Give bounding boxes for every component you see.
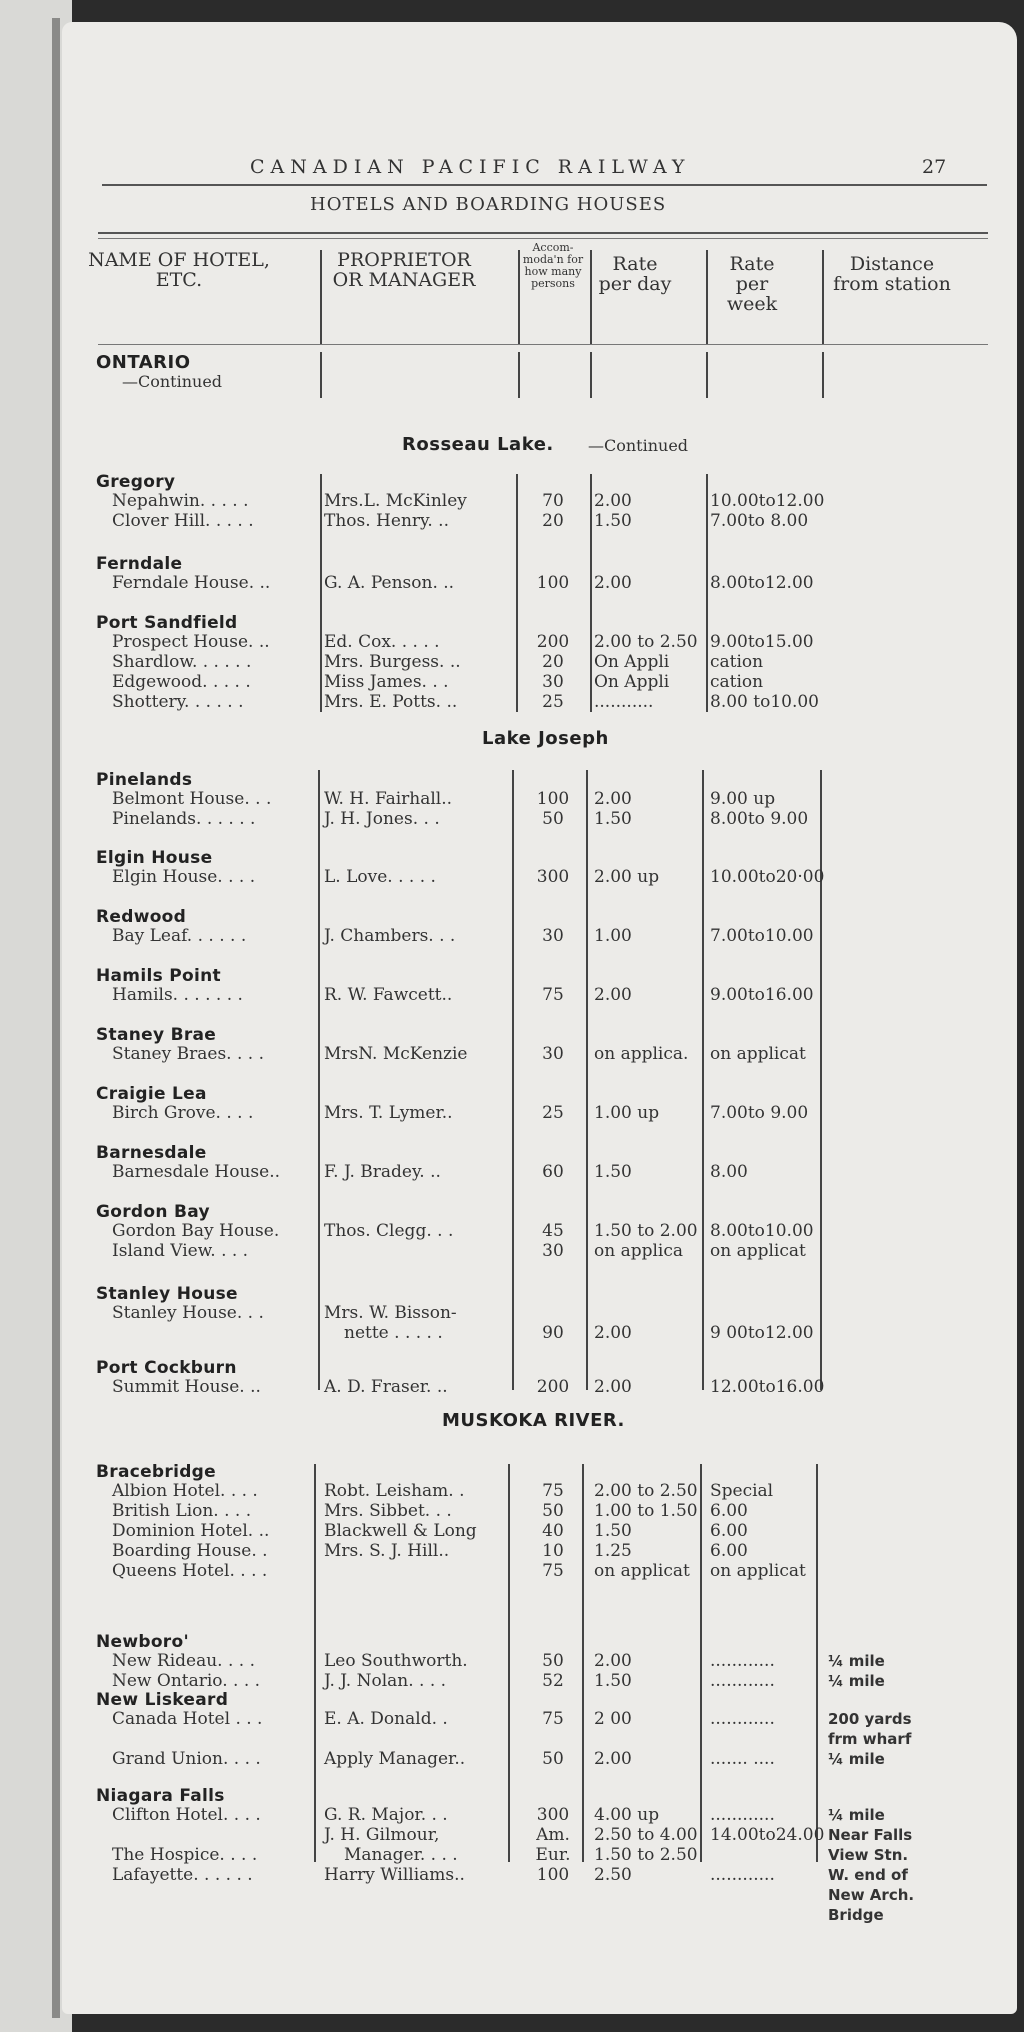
hotel-name: Shardlow. . . . . . <box>112 652 252 672</box>
rate-per-week: ............ <box>710 1865 775 1885</box>
accommodation: 50 <box>542 809 564 829</box>
town-heading: Gregory <box>96 472 176 492</box>
accommodation: 75 <box>542 1561 564 1581</box>
accommodation: Eur. <box>535 1845 571 1865</box>
hotel-name: Albion Hotel. . . . <box>112 1481 258 1501</box>
hotel-name: Elgin House. . . . <box>112 867 256 887</box>
hotel-name: Nepahwin. . . . . <box>112 491 249 511</box>
hotel-name: Ferndale House. .. <box>112 573 271 593</box>
rate-per-week: 6.00 <box>710 1521 748 1541</box>
rate-per-week: on applicat <box>710 1241 806 1261</box>
running-header: CANADIAN PACIFIC RAILWAY <box>250 156 691 178</box>
hotel-name: Gordon Bay House. <box>112 1221 280 1241</box>
accommodation: 50 <box>542 1501 564 1521</box>
rate-per-day: 4.00 up <box>594 1805 660 1825</box>
proprietor: Robt. Leisham. . <box>324 1481 465 1501</box>
rate-per-week: 9.00to16.00 <box>710 985 814 1005</box>
hotel-name: Bay Leaf. . . . . . <box>112 926 247 946</box>
town-heading: Gordon Bay <box>96 1202 210 1222</box>
header-rule <box>102 184 987 186</box>
town-heading: Niagara Falls <box>96 1786 225 1806</box>
rate-per-day: on applicat <box>594 1561 690 1581</box>
hotel-name: Boarding House. . <box>112 1541 268 1561</box>
rate-per-day: 2.00 up <box>594 867 660 887</box>
proprietor: Blackwell & Long <box>324 1521 477 1541</box>
accommodation: 200 <box>536 1377 570 1397</box>
hotel-name: New Ontario. . . . <box>112 1671 261 1691</box>
accommodation: 100 <box>536 1865 570 1885</box>
rate-per-week: 8.00to10.00 <box>710 1221 814 1241</box>
distance: ¼ mile <box>828 1652 885 1670</box>
rate-per-day: 2.00 <box>594 1377 632 1397</box>
town-heading: Bracebridge <box>96 1462 216 1482</box>
accommodation: 200 <box>536 632 570 652</box>
column-rule <box>590 250 592 344</box>
hotel-name: British Lion. . . . <box>112 1501 252 1521</box>
section-heading: Rosseau Lake. <box>402 434 554 455</box>
rate-per-day: On Appli <box>594 652 670 672</box>
section-subtitle: HOTELS AND BOARDING HOUSES <box>310 194 667 215</box>
rate-per-day: ........... <box>594 692 654 712</box>
accommodation: 50 <box>542 1651 564 1671</box>
province-continued: —Continued <box>122 372 223 391</box>
col-head-name: NAME OF HOTEL, ETC. <box>88 249 270 291</box>
page-number: 27 <box>922 156 947 178</box>
proprietor: E. A. Donald. . <box>324 1709 448 1729</box>
column-rule <box>320 250 322 344</box>
accommodation: 90 <box>542 1323 564 1343</box>
rate-per-day: 2 00 <box>594 1709 632 1729</box>
column-rule <box>822 352 824 398</box>
hotel-name: Stanley House. . . <box>112 1303 264 1323</box>
rate-per-day: 1.00 <box>594 926 632 946</box>
rate-per-day: 1.50 <box>594 1162 632 1182</box>
rate-per-week: 6.00 <box>710 1541 748 1561</box>
proprietor: Mrs.L. McKinley <box>324 491 467 511</box>
accommodation: 25 <box>542 1103 564 1123</box>
hotel-name: Hamils. . . . . . . <box>112 985 243 1005</box>
hotel-name: Clover Hill. . . . . <box>112 511 254 531</box>
table-top-rule <box>98 232 988 234</box>
proprietor: Leo Southworth. <box>324 1651 468 1671</box>
accommodation: Am. <box>536 1825 570 1845</box>
town-heading: Barnesdale <box>96 1143 207 1163</box>
rate-per-day: 2.00 <box>594 573 632 593</box>
accommodation: 50 <box>542 1749 564 1769</box>
column-rule <box>702 770 704 1390</box>
province-heading: ONTARIO <box>96 352 191 373</box>
hotel-name: Island View. . . . <box>112 1241 249 1261</box>
accommodation: 20 <box>542 652 564 672</box>
rate-per-day: 2.00 <box>594 1323 632 1343</box>
accommodation: 75 <box>542 985 564 1005</box>
col-head-rate-week: Rate per week <box>726 253 778 315</box>
distance: ¼ mile <box>828 1672 885 1690</box>
column-rule <box>512 770 514 1390</box>
proprietor: W. H. Fairhall.. <box>324 789 453 809</box>
proprietor: J. H. Gilmour, <box>324 1825 440 1845</box>
hotel-name: Birch Grove. . . . <box>112 1103 254 1123</box>
town-heading: Elgin House <box>96 848 213 868</box>
hotel-name: Clifton Hotel. . . . <box>112 1805 261 1825</box>
rate-per-day: 1.00 up <box>594 1103 660 1123</box>
rate-per-week: 9.00to15.00 <box>710 632 814 652</box>
hotel-name: The Hospice. . . . <box>112 1845 258 1865</box>
header-bottom-rule <box>98 344 988 345</box>
town-heading: Hamils Point <box>96 966 221 986</box>
proprietor: Ed. Cox. . . . . <box>324 632 440 652</box>
town-heading: Staney Brae <box>96 1025 217 1045</box>
col-head-rate-day: Rate per day <box>598 253 672 295</box>
rate-per-day: 1.50 to 2.50 <box>594 1845 698 1865</box>
rate-per-day: 2.00 <box>594 1651 632 1671</box>
proprietor: Mrs. Burgess. .. <box>324 652 461 672</box>
accommodation: 300 <box>536 867 570 887</box>
accommodation: 45 <box>542 1221 564 1241</box>
rate-per-day: 1.25 <box>594 1541 632 1561</box>
rate-per-week: 12.00to16.00 <box>710 1377 825 1397</box>
town-heading: Pinelands <box>96 770 193 790</box>
accommodation: 25 <box>542 692 564 712</box>
column-rule <box>318 770 320 1390</box>
proprietor: J. H. Jones. . . <box>324 809 440 829</box>
rate-per-day: 2.00 to 2.50 <box>594 1481 698 1501</box>
rate-per-week: cation <box>710 672 764 692</box>
rate-per-week: 9 00to12.00 <box>710 1323 814 1343</box>
proprietor: Mrs. E. Potts. .. <box>324 692 458 712</box>
rate-per-week: 14.00to24.00 <box>710 1825 825 1845</box>
accommodation: 75 <box>542 1481 564 1501</box>
section-heading: Lake Joseph <box>482 728 609 749</box>
column-rule <box>590 474 592 712</box>
distance: View Stn. <box>828 1846 909 1864</box>
column-rule <box>590 352 592 398</box>
distance: W. end of <box>828 1866 908 1884</box>
proprietor: L. Love. . . . . <box>324 867 436 887</box>
rate-per-week: 8.00 <box>710 1162 748 1182</box>
rate-per-day: 2.00 <box>594 985 632 1005</box>
section-heading: MUSKOKA RIVER. <box>442 1410 625 1431</box>
rate-per-week: 10.00to20·00 <box>710 867 825 887</box>
town-heading: Port Cockburn <box>96 1358 237 1378</box>
hotel-name: Edgewood. . . . . <box>112 672 251 692</box>
proprietor: Miss James. . . <box>324 672 449 692</box>
rate-per-week: ....... .... <box>710 1749 775 1769</box>
rate-per-day: on applica. <box>594 1044 689 1064</box>
hotel-name: Shottery. . . . . . <box>112 692 244 712</box>
rate-per-week: ............ <box>710 1805 775 1825</box>
rate-per-day: 2.50 to 4.00 <box>594 1825 698 1845</box>
column-rule <box>320 474 322 712</box>
column-rule <box>320 352 322 398</box>
accommodation: 20 <box>542 511 564 531</box>
accommodation: 10 <box>542 1541 564 1561</box>
town-heading: New Liskeard <box>96 1690 229 1710</box>
proprietor: Manager. . . . <box>344 1845 458 1865</box>
town-heading: Redwood <box>96 907 187 927</box>
page-spine-edge <box>52 18 60 2018</box>
col-head-accommodation: Accom-moda'n for how many persons <box>522 241 584 290</box>
hotel-name: Staney Braes. . . . <box>112 1044 264 1064</box>
rate-per-week: on applicat <box>710 1044 806 1064</box>
accommodation: 100 <box>536 789 570 809</box>
proprietor: Mrs. Sibbet. . . <box>324 1501 452 1521</box>
town-heading: Stanley House <box>96 1284 238 1304</box>
accommodation: 30 <box>542 926 564 946</box>
column-rule <box>700 1464 702 1862</box>
column-rule <box>822 250 824 344</box>
proprietor: R. W. Fawcett.. <box>324 985 453 1005</box>
rate-per-week: ............ <box>710 1671 775 1691</box>
rate-per-day: 1.50 <box>594 809 632 829</box>
accommodation: 70 <box>542 491 564 511</box>
proprietor: Thos. Clegg. . . <box>324 1221 454 1241</box>
rate-per-week: 6.00 <box>710 1501 748 1521</box>
proprietor: Apply Manager.. <box>324 1749 466 1769</box>
rate-per-week: 7.00to10.00 <box>710 926 814 946</box>
column-rule <box>706 352 708 398</box>
column-rule <box>314 1464 316 1862</box>
proprietor: Harry Williams.. <box>324 1865 465 1885</box>
rate-per-day: 2.00 <box>594 491 632 511</box>
rate-per-week: Special <box>710 1481 774 1501</box>
hotel-name: Canada Hotel . . . <box>112 1709 263 1729</box>
rate-per-day: 2.00 <box>594 789 632 809</box>
rate-per-week: 9.00 up <box>710 789 776 809</box>
rate-per-day: 2.00 to 2.50 <box>594 632 698 652</box>
town-heading: Port Sandfield <box>96 613 238 633</box>
rate-per-day: 1.50 <box>594 511 632 531</box>
rate-per-day: 1.50 to 2.00 <box>594 1221 698 1241</box>
document-page <box>62 22 1017 2014</box>
accommodation: 52 <box>542 1671 564 1691</box>
proprietor: F. J. Bradey. .. <box>324 1162 441 1182</box>
proprietor: Mrs. W. Bisson- <box>324 1303 457 1323</box>
accommodation: 30 <box>542 1044 564 1064</box>
hotel-name: Dominion Hotel. .. <box>112 1521 270 1541</box>
proprietor: G. A. Penson. .. <box>324 573 455 593</box>
column-rule <box>706 250 708 344</box>
column-rule <box>518 250 520 344</box>
col-head-distance: Distance from station <box>833 253 951 295</box>
section-continued: —Continued <box>588 436 689 455</box>
rate-per-day: 2.00 <box>594 1749 632 1769</box>
rate-per-day: 1.50 <box>594 1671 632 1691</box>
column-rule <box>586 770 588 1390</box>
rate-per-day: On Appli <box>594 672 670 692</box>
proprietor: A. D. Fraser. .. <box>324 1377 448 1397</box>
town-heading: Newboro' <box>96 1632 189 1652</box>
distance: ¼ mile <box>828 1750 885 1768</box>
hotel-name: Belmont House. . . <box>112 789 272 809</box>
rate-per-week: 10.00to12.00 <box>710 491 825 511</box>
col-head-proprietor: PROPRIETOR OR MANAGER <box>332 249 476 291</box>
town-heading: Craigie Lea <box>96 1084 207 1104</box>
rate-per-week: 7.00to 9.00 <box>710 1103 809 1123</box>
accommodation: 40 <box>542 1521 564 1541</box>
rate-per-week: 8.00to 9.00 <box>710 809 809 829</box>
column-rule <box>820 770 822 1390</box>
hotel-name: Barnesdale House.. <box>112 1162 281 1182</box>
hotel-name: Grand Union. . . . <box>112 1749 261 1769</box>
rate-per-week: ............ <box>710 1709 775 1729</box>
rate-per-week: 8.00to12.00 <box>710 573 814 593</box>
proprietor: MrsN. McKenzie <box>324 1044 468 1064</box>
proprietor: J. Chambers. . . <box>324 926 456 946</box>
proprietor: Thos. Henry. .. <box>324 511 449 531</box>
rate-per-week: ............ <box>710 1651 775 1671</box>
accommodation: 300 <box>536 1805 570 1825</box>
accommodation: 30 <box>542 1241 564 1261</box>
rate-per-week: cation <box>710 652 764 672</box>
accommodation: 30 <box>542 672 564 692</box>
distance: Bridge <box>828 1906 884 1924</box>
table-top-rule-2 <box>98 238 988 239</box>
distance: New Arch. <box>828 1886 915 1904</box>
town-heading: Ferndale <box>96 554 183 574</box>
rate-per-week: 8.00 to10.00 <box>710 692 819 712</box>
rate-per-day: 1.00 to 1.50 <box>594 1501 698 1521</box>
distance: frm wharf <box>828 1730 912 1748</box>
hotel-name: Lafayette. . . . . . <box>112 1865 253 1885</box>
rate-per-day: 2.50 <box>594 1865 632 1885</box>
accommodation: 60 <box>542 1162 564 1182</box>
proprietor: nette . . . . . <box>344 1323 443 1343</box>
accommodation: 75 <box>542 1709 564 1729</box>
hotel-name: Pinelands. . . . . . <box>112 809 256 829</box>
hotel-name: Summit House. .. <box>112 1377 261 1397</box>
rate-per-day: on applica <box>594 1241 684 1261</box>
rate-per-week: 7.00to 8.00 <box>710 511 809 531</box>
column-rule <box>518 352 520 398</box>
proprietor: Mrs. S. J. Hill.. <box>324 1541 450 1561</box>
distance: ¼ mile <box>828 1806 885 1824</box>
rate-per-day: 1.50 <box>594 1521 632 1541</box>
distance: 200 yards <box>828 1710 912 1728</box>
column-rule <box>706 474 708 712</box>
proprietor: J. J. Nolan. . . . <box>324 1671 447 1691</box>
hotel-name: New Rideau. . . . <box>112 1651 255 1671</box>
proprietor: Mrs. T. Lymer.. <box>324 1103 453 1123</box>
hotel-name: Prospect House. .. <box>112 632 270 652</box>
proprietor: G. R. Major. . . <box>324 1805 448 1825</box>
rate-per-week: on applicat <box>710 1561 806 1581</box>
accommodation: 100 <box>536 573 570 593</box>
column-rule <box>816 1464 818 1862</box>
distance: Near Falls <box>828 1826 913 1844</box>
column-rule <box>508 1464 510 1862</box>
hotel-name: Queens Hotel. . . . <box>112 1561 268 1581</box>
